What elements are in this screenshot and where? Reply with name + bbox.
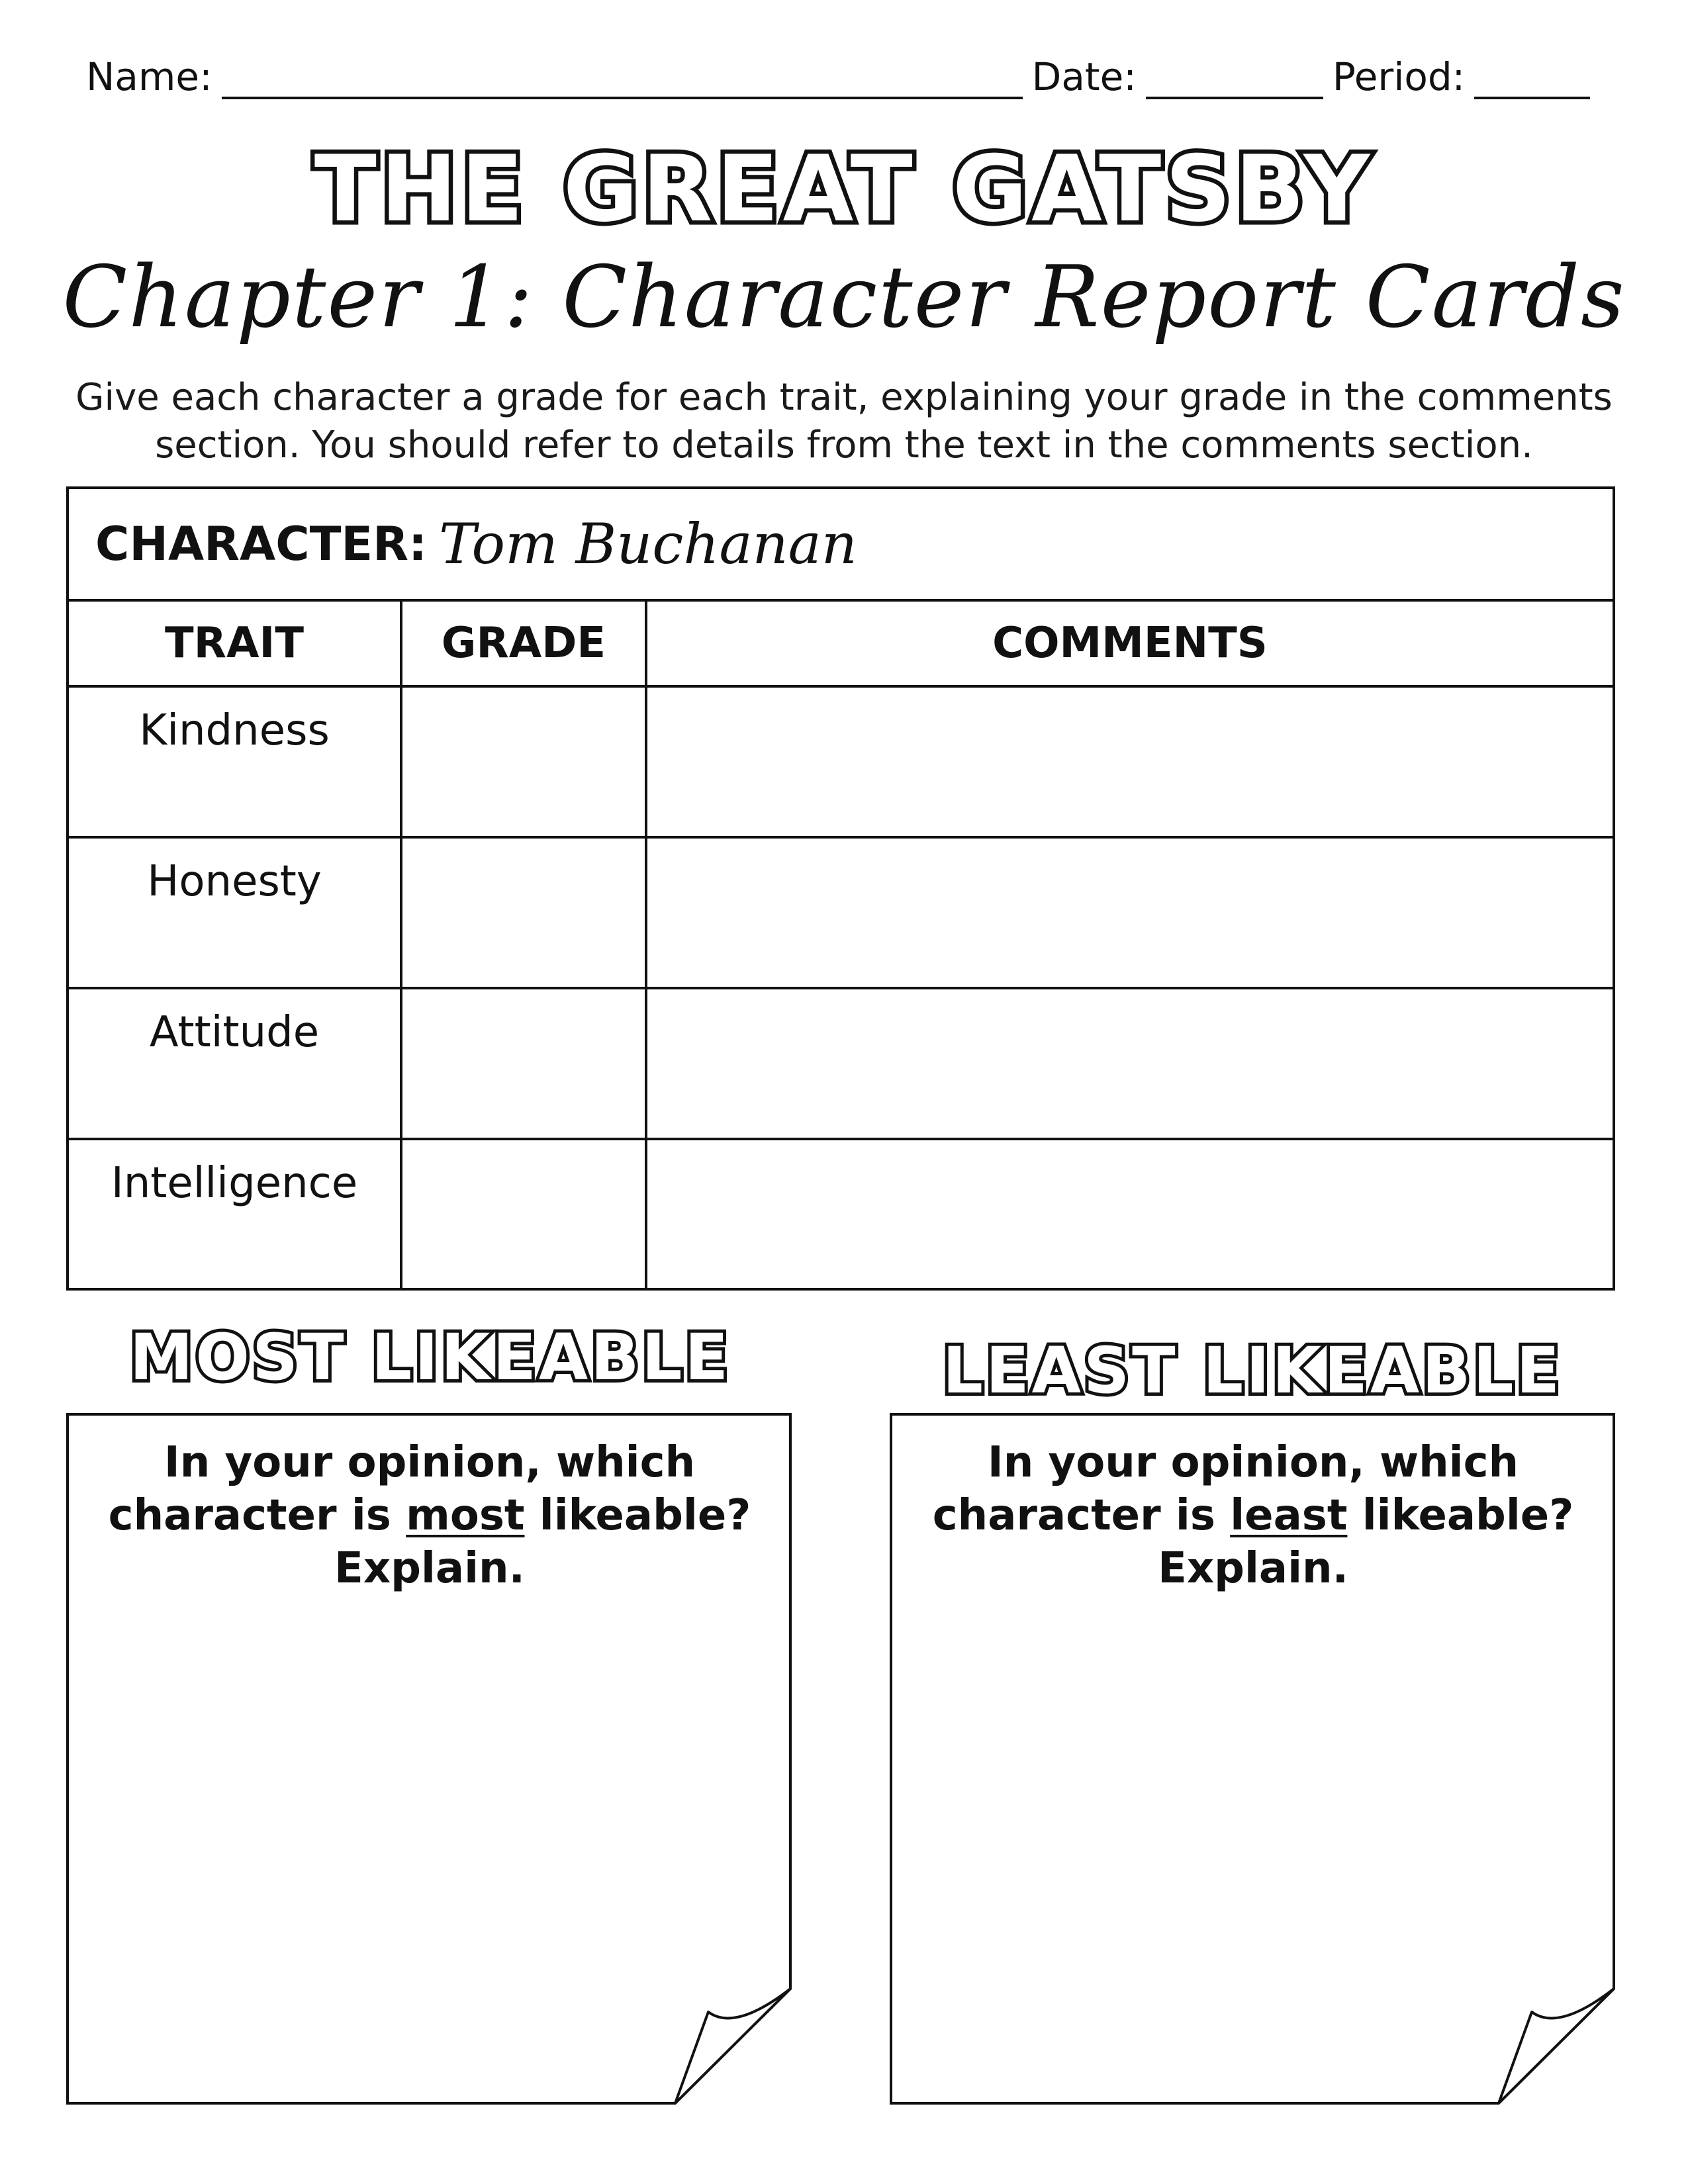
character-name: Tom Buchanan bbox=[439, 512, 857, 576]
most-likeable-heading: MOST LIKEABLE bbox=[129, 1320, 731, 1394]
prompt-line-3: Explain. bbox=[1158, 1544, 1348, 1593]
trait-cell: Honesty bbox=[69, 839, 400, 989]
grade-cell[interactable] bbox=[400, 839, 645, 989]
table-row bbox=[69, 688, 1613, 839]
instructions-line-2: section. You should refer to details from the text in the comments section. bbox=[155, 424, 1533, 467]
comments-cell[interactable] bbox=[645, 688, 1613, 839]
column-header-comments: COMMENTS bbox=[645, 602, 1613, 688]
least-likeable-heading: LEAST LIKEABLE bbox=[942, 1334, 1563, 1408]
prompt-line-2 bbox=[106, 1489, 753, 1542]
page-title: THE GREAT GATSBY bbox=[314, 136, 1374, 242]
prompt-line-1: In your opinion, which bbox=[987, 1438, 1519, 1487]
prompt-emphasis: least bbox=[1230, 1491, 1348, 1540]
period-label: Period: bbox=[1332, 54, 1466, 99]
student-info-line bbox=[86, 53, 1602, 99]
comments-cell[interactable] bbox=[645, 989, 1613, 1140]
instructions bbox=[60, 374, 1628, 469]
prompt-line-3: Explain. bbox=[334, 1544, 525, 1593]
comments-cell[interactable] bbox=[645, 1140, 1613, 1289]
grade-cell[interactable] bbox=[400, 1140, 645, 1289]
date-label: Date: bbox=[1031, 54, 1137, 99]
report-card-table bbox=[66, 486, 1615, 1291]
most-likeable-note[interactable] bbox=[66, 1413, 793, 2105]
name-field[interactable] bbox=[222, 62, 1023, 99]
trait-cell: Kindness bbox=[69, 688, 400, 839]
date-field[interactable] bbox=[1146, 62, 1323, 99]
trait-cell: Intelligence bbox=[111, 1159, 358, 1208]
character-label: CHARACTER: bbox=[95, 517, 428, 571]
column-header-trait: TRAIT bbox=[69, 602, 400, 688]
grade-cell[interactable] bbox=[400, 688, 645, 839]
prompt-emphasis: most bbox=[406, 1491, 525, 1540]
grade-cell[interactable] bbox=[400, 989, 645, 1140]
page-subtitle: Chapter 1: Character Report Cards bbox=[62, 248, 1626, 347]
name-label: Name: bbox=[86, 54, 212, 99]
prompt-line-2 bbox=[929, 1489, 1577, 1542]
prompt-text: character is bbox=[108, 1491, 406, 1540]
table-header-row bbox=[69, 602, 1613, 688]
prompt-text: likeable? bbox=[524, 1491, 751, 1540]
column-header-grade: GRADE bbox=[400, 602, 645, 688]
trait-cell: Attitude bbox=[69, 989, 400, 1140]
instructions-line-1: Give each character a grade for each trait, explaining your grade in the comments bbox=[75, 376, 1613, 419]
table-row bbox=[69, 989, 1613, 1140]
period-field[interactable] bbox=[1474, 62, 1590, 99]
prompt-line-1: In your opinion, which bbox=[164, 1438, 696, 1487]
least-likeable-note[interactable] bbox=[890, 1413, 1617, 2105]
table-row bbox=[69, 1140, 1613, 1289]
most-likeable-prompt bbox=[106, 1436, 753, 1595]
table-row bbox=[69, 839, 1613, 989]
prompt-text: likeable? bbox=[1347, 1491, 1574, 1540]
prompt-text: character is bbox=[932, 1491, 1231, 1540]
comments-cell[interactable] bbox=[645, 839, 1613, 989]
character-row bbox=[69, 489, 1613, 602]
least-likeable-prompt bbox=[929, 1436, 1577, 1595]
